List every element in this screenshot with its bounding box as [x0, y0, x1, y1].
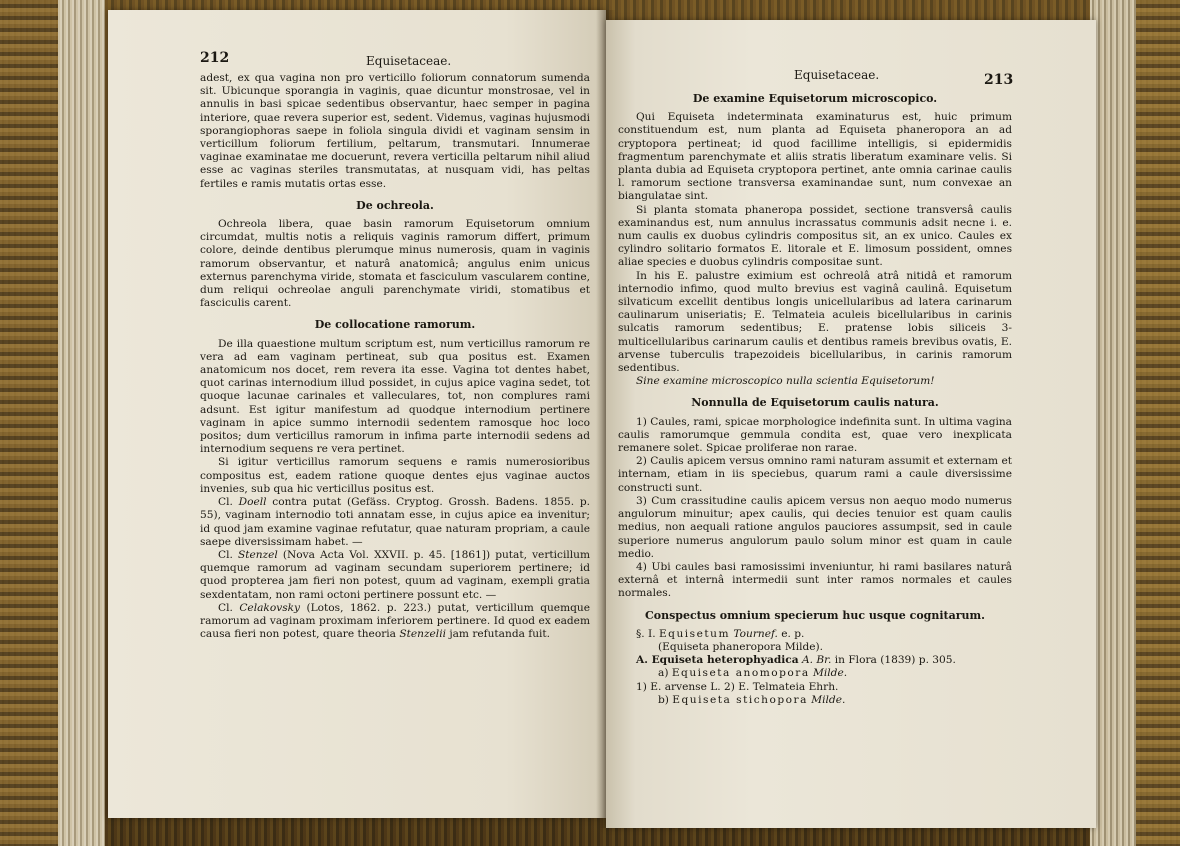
synonym-line: (Equiseta phaneropora Milde). [658, 640, 824, 653]
section-a-a [618, 667, 1012, 680]
group-name: Equiseta anomopora [671, 667, 810, 680]
section-heading: Conspectus omnium specierum huc usque cognitarum. [644, 608, 985, 622]
cite-prefix: Cl. [218, 496, 239, 509]
left-marbled-cover [0, 0, 58, 846]
cite-text: (Nova Acta Vol. XXVII. p. 45. [1861]) putat, verticillum quemque ramorum ad vaginam secundam superiorem pertinere; id quod propterea jam fieri non potest, quum ad vaginam, exempli gratia sexdentatam, non rami octoni pertinere possunt etc. — [200, 548, 590, 601]
species-line: 1) E. arvense L. 2) E. Telmateia Ehrh. [636, 680, 839, 693]
paragraph: In his E. palustre eximium est ochreolâ atrâ nitidâ et ramorum internodio infimo, quod multo brevius est vaginâ caulinâ. Equisetum silvaticum excellit dentibus longis unicellularibus ad latera carinarum caulinarum uniseriatis; E. Telmateia aculeis bicellularibus in carinis sulcatis ramorum sedentibus; E. pratense lobis siliceis 3- multicellularibus carinarum caulis et dentibus rameis brevibus ovatis, E. arvense tuberculis trapezoideis bicellularibus, in carinis ramorum sedentibus. [618, 269, 1012, 375]
section-label: b) [658, 693, 673, 706]
section-genus [618, 628, 1012, 641]
paragraph: De illa quaestione multum scriptum est, num verticillus ramorum re vera ad eam vaginam pertineat, sub qua positus est. Examen anatomicum nos docet, rem revera ita esse. Vagina tot dentes habet, quot carinas internodium illud possidet, in cujus apice vagina sedet, tot quoque lacunae carinales et valleculares, tot, non complures rami adsunt. Est igitur manifestum ad quodque internodium pertinere vaginam in apice summo internodii sedentem ramosque hoc loco positos; dum verticillus ramorum in infima parte internodii sedens ad internodium sequens re vera pertinet. [200, 337, 590, 456]
cite-text: jam refutanda fuit. [445, 628, 551, 641]
citation-stenzel [200, 549, 590, 602]
section-heading: De examine Equisetorum microscopico. [692, 92, 938, 105]
section-label: a) [658, 667, 672, 680]
motto: Sine examine microscopico nulla scientia Equisetorum! [636, 375, 935, 388]
author: Tournef. [730, 627, 778, 640]
left-running-head: Equisetaceae. [366, 54, 452, 68]
right-page-number: 213 [984, 72, 1014, 88]
cite-text: contra putat (Gefäss. Cryptog. Grossh. Badens. 1855. p. 55), vaginam internodio toti annatam esse, in cujus apice ea invenitur; id quod jam examine vaginae refutatur, quae naturam propriam, a caule saepe diversissimam habet. — [200, 496, 590, 548]
cite-prefix: Cl. [218, 601, 240, 614]
left-body [200, 72, 590, 641]
numbered-item: 2) Caulis apicem versus omnino rami naturam assumit et externam et internam, etiam in iis speciebus, quarum rami a caule diversissime constructi sunt. [618, 455, 1012, 494]
paragraph: Si igitur verticillus ramorum sequens e ramis numerosioribus compositus est, eadem ratione quoque dentes ejus vaginae auctos invenies, sub qua hic verticillus positus est. [200, 456, 590, 495]
tail-text: e. p. [777, 627, 805, 640]
author-name: Doell [238, 496, 267, 509]
author: A. Br. [798, 654, 832, 667]
right-running-head: Equisetaceae. [794, 68, 880, 82]
author-name: Stenzelii [399, 628, 446, 641]
paragraph: Ochreola libera, quae basin ramorum Equisetorum omnium circumdat, multis notis a reliquis vaginis ramorum differt, primum colore, deinde dentibus plerumque minus numerosis, quam in vaginis ramorum observantur, et naturâ anatomicâ; angulus enim unicus externus parenchyma viride, stomata et fasciculum vascularem contine, dum reliqui ochreolae anguli parenchymate viridi, stomatibus et fasciculis carent. [200, 218, 590, 310]
group-name: Equiseta heterophyadica [651, 654, 799, 667]
author-name: Stenzel [237, 548, 278, 561]
section-label: A. [636, 654, 652, 667]
paragraph: Qui Equiseta indeterminata examinaturus est, huic primum constituendum est, num planta ad Equiseta phaneropora an ad cryptopora pertineat; id quod facillime intelligis, si epidermidis fragmentum parenchymate et aliis stratis liberatum examinare velis. Si planta dubia ad Equiseta cryptopora pertinet, ante omnia carinae caulis l. ramorum sectione transversa examinandae sunt, num convexae an biangulatae sint. [618, 111, 1012, 203]
citation-celakovsky [200, 602, 590, 642]
left-page [108, 10, 606, 818]
author: Milde. [807, 693, 846, 706]
section-a [618, 654, 1012, 667]
author: Milde. [809, 667, 848, 680]
numbered-item: 1) Caules, rami, spicae morphologice indefinita sunt. In ultima vagina caulis ramorumque gemmula condita est, quae vero inexplicata remanere solet. Spicae proliferae non rarae. [618, 415, 1012, 455]
tail-text: in Flora (1839) p. 305. [831, 654, 956, 667]
author-name: Celakovsky [239, 601, 301, 614]
cite-text: (Lotos, 1862. p. 223.) putat, verticillum quemque ramorum ad vaginam proximam inferiorem pertinere. Id quod ex eadem causa fieri non potest, quare theoria [200, 601, 590, 641]
right-page [606, 20, 1096, 828]
section-heading: De collocatione ramorum. [314, 318, 476, 332]
section-heading: Nonnulla de Equisetorum caulis natura. [691, 396, 939, 410]
section-label: §. I. [636, 627, 659, 640]
right-body [618, 90, 1012, 707]
section-a-b [618, 694, 1012, 707]
citation-doell [200, 496, 590, 549]
numbered-item: 4) Ubi caules basi ramosissimi inveniuntur, hi rami basilares naturâ externâ et internâ intermedii sunt inter ramos normales et caules normales. [618, 560, 1012, 600]
group-name: Equiseta stichopora [672, 693, 808, 706]
right-marbled-cover [1136, 0, 1180, 846]
section-heading: De ochreola. [356, 198, 434, 212]
paragraph: Si planta stomata phaneropa possidet, sectione transversâ caulis examinandus est, num annulus incrassatus communis adsit necne i. e. num caulis ex duobus cylindris compositus sit, an ex unico. Caules ex cylindro solitario formatos E. litorale et E. limosum possident, omnes aliae species e duobus cylindris compositae sunt. [618, 203, 1012, 269]
cite-prefix: Cl. [218, 548, 238, 561]
numbered-item: 3) Cum crassitudine caulis apicem versus non aequo modo numerus angulorum minuitur; apex caulis, qui decies tenuior est quam caulis medius, non aequali ratione angulos pauciores assumpsit, sed in caule superiore numerus angulorum paulo solum minor est quam in caule medio. [618, 494, 1012, 560]
genus-name: Equisetum [658, 627, 731, 640]
paragraph: adest, ex qua vagina non pro verticillo foliorum connatorum sumenda sit. Ubicunque sporangia in vaginis, quae dicuntur monstrosae, vel in annulis in basi spicae sedentibus observantur, haec semper in pagina interiore, quae revera superior est, sedent. Videmus, vaginas hujusmodi sporangiophoras saepe in foliola singula dividi et vaginam sensim in verticillum foliorum fertilium, peltarum, transmutari. Innumerae vaginae examinatae me docuerunt, revera verticilla peltarum nihil aliud esse ac vaginas steriles transmutatas, at nusquam vidi, has peltas fertiles e ramis mutatis ortas esse. [200, 72, 590, 190]
left-page-number: 212 [200, 50, 230, 66]
